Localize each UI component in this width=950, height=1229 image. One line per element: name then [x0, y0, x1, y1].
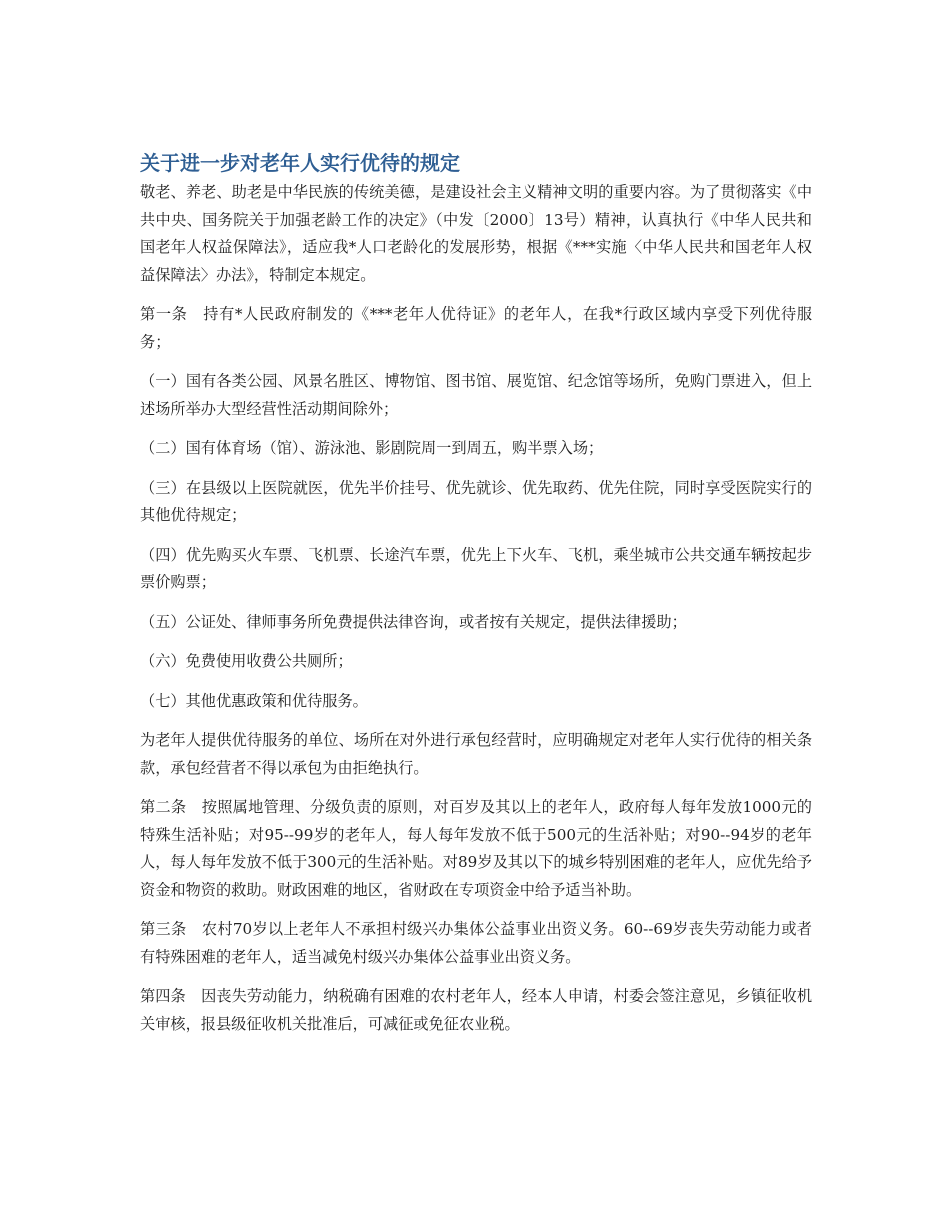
article-1-item-6: （六）免费使用收费公共厕所； — [140, 652, 353, 670]
article-4: 第四条 因丧失劳动能力，纳税确有困难的农村老年人，经本人申请，村委会签注意见，乡镇征收机关审核，报县级征收机关批准后，可减征或免征农业税。 — [140, 987, 812, 1033]
article-3: 第三条 农村70岁以上老年人不承担村级兴办集体公益事业出资义务。60--69岁丧失劳动能力或者有特殊困难的老年人，适当减免村级兴办集体公益事业出资义务。 — [140, 920, 812, 966]
contracting-paragraph: 为老年人提供优待服务的单位、场所在对外进行承包经营时，应明确规定对老年人实行优待的相关条款，承包经营者不得以承包为由拒绝执行。 — [140, 731, 812, 777]
article-1: 第一条 持有*人民政府制发的《***老年人优待证》的老年人，在我*行政区域内享受下列优待服务； — [140, 305, 812, 351]
article-1-item-7: （七）其他优惠政策和优待服务。 — [140, 691, 368, 710]
article-2: 第二条 按照属地管理、分级负责的原则，对百岁及其以上的老年人，政府每人每年发放1000元的特殊生活补贴；对95--99岁的老年人，每人每年发放不低于500元的生活补贴；对90--94岁的老年人，每人每年发放不低于300元的生活补贴。对89岁及其以下的城乡特别困难的老年人，应优先给予资金和物资的救助。财政困难的地区，省财政在专项资金中给予适当补助。 — [140, 798, 812, 899]
intro-paragraph: 敬老、养老、助老是中华民族的传统美德，是建设社会主义精神文明的重要内容。为了贯彻落实《中共中央、国务院关于加强老龄工作的决定》（中发〔2000〕13号）精神，认真执行《中华人民共和国老年人权益保障法》，适应我*人口老龄化的发展形势，根据《***实施〈中华人民共和国老年人权益保障法〉办法》，特制定本规定。 — [140, 183, 812, 284]
article-1-item-3: （三）在县级以上医院就医，优先半价挂号、优先就诊、优先取药、优先住院，同时享受医院实行的其他优待规定； — [140, 478, 812, 524]
article-1-item-1: （一）国有各类公园、风景名胜区、博物馆、图书馆、展览馆、纪念馆等场所，免购门票进入，但上述场所举办大型经营性活动期间除外； — [140, 372, 812, 418]
article-1-item-4: （四）优先购买火车票、飞机票、长途汽车票，优先上下火车、飞机，乘坐城市公共交通车辆按起步票价购票； — [140, 545, 812, 591]
document-title: 关于进一步对老年人实行优待的规定 — [140, 151, 460, 175]
article-1-item-5: （五）公证处、律师事务所免费提供法律咨询，或者按有关规定，提供法律援助； — [140, 612, 687, 631]
document-body — [140, 148, 812, 1050]
article-1-item-2: （二）国有体育场（馆）、游泳池、影剧院周一到周五，购半票入场； — [140, 439, 604, 457]
